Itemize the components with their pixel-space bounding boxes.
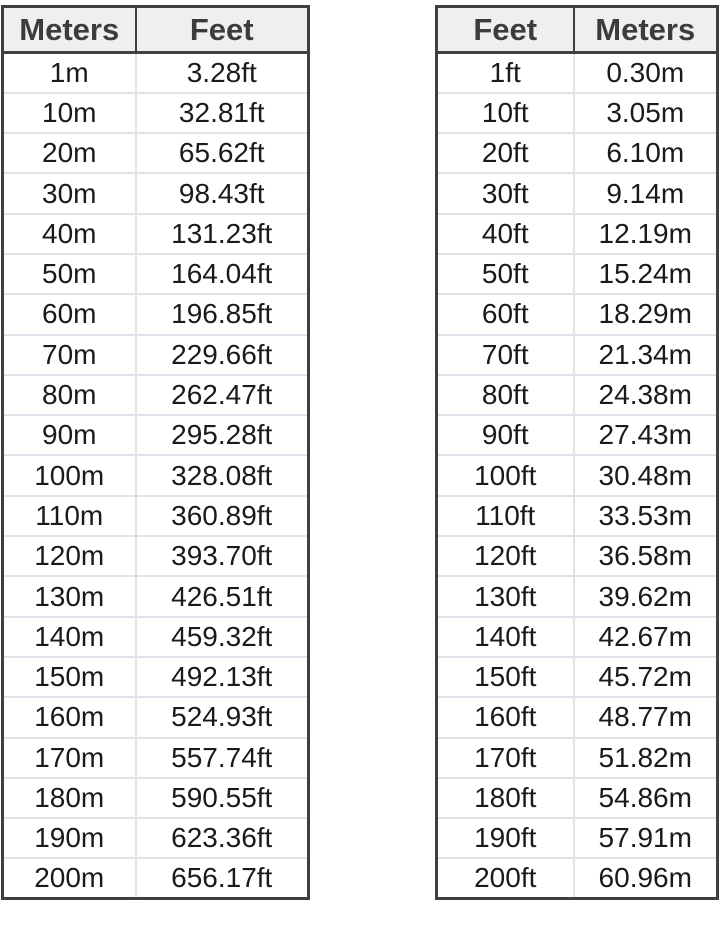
feet-to-meters-table xyxy=(435,5,719,900)
table-row xyxy=(3,617,309,657)
table-cell: 45.72m xyxy=(574,657,718,697)
table-cell: 27.43m xyxy=(574,415,718,455)
table-cell: 360.89ft xyxy=(136,496,309,536)
table-row xyxy=(3,294,309,334)
table-cell: 1ft xyxy=(437,53,574,93)
table-cell: 426.51ft xyxy=(136,576,309,616)
table-row xyxy=(3,496,309,536)
table-cell: 51.82m xyxy=(574,738,718,778)
table-cell: 120m xyxy=(3,536,136,576)
table-row xyxy=(437,173,718,213)
feet-to-meters-header-row xyxy=(437,7,718,53)
table-cell: 164.04ft xyxy=(136,254,309,294)
table-cell: 60ft xyxy=(437,294,574,334)
table-cell: 50ft xyxy=(437,254,574,294)
table-row xyxy=(437,455,718,495)
table-cell: 42.67m xyxy=(574,617,718,657)
table-cell: 262.47ft xyxy=(136,375,309,415)
table-cell: 190m xyxy=(3,818,136,858)
table-row xyxy=(437,415,718,455)
table-cell: 10m xyxy=(3,93,136,133)
table-cell: 150ft xyxy=(437,657,574,697)
table-cell: 160ft xyxy=(437,697,574,737)
table-cell: 190ft xyxy=(437,818,574,858)
table-row xyxy=(3,818,309,858)
table-cell: 30.48m xyxy=(574,455,718,495)
table-cell: 60m xyxy=(3,294,136,334)
table-cell: 200m xyxy=(3,858,136,898)
table-row xyxy=(3,455,309,495)
table-cell: 200ft xyxy=(437,858,574,898)
table-row xyxy=(3,53,309,93)
table-row xyxy=(437,617,718,657)
table-row xyxy=(437,697,718,737)
table-cell: 492.13ft xyxy=(136,657,309,697)
table-cell: 21.34m xyxy=(574,335,718,375)
feet-column-header: Feet xyxy=(136,7,309,53)
table-cell: 3.05m xyxy=(574,93,718,133)
table-row xyxy=(437,858,718,898)
table-cell: 170ft xyxy=(437,738,574,778)
table-row xyxy=(3,173,309,213)
table-row xyxy=(437,214,718,254)
table-cell: 170m xyxy=(3,738,136,778)
table-cell: 65.62ft xyxy=(136,133,309,173)
table-row xyxy=(437,738,718,778)
table-row xyxy=(437,93,718,133)
table-row xyxy=(3,738,309,778)
table-cell: 459.32ft xyxy=(136,617,309,657)
table-cell: 12.19m xyxy=(574,214,718,254)
table-cell: 40ft xyxy=(437,214,574,254)
table-cell: 557.74ft xyxy=(136,738,309,778)
table-cell: 15.24m xyxy=(574,254,718,294)
table-cell: 130m xyxy=(3,576,136,616)
table-cell: 328.08ft xyxy=(136,455,309,495)
table-cell: 229.66ft xyxy=(136,335,309,375)
table-row xyxy=(437,818,718,858)
table-cell: 100ft xyxy=(437,455,574,495)
table-row xyxy=(437,778,718,818)
meters-to-feet-body xyxy=(3,53,309,899)
table-row xyxy=(3,778,309,818)
table-cell: 36.58m xyxy=(574,536,718,576)
table-cell: 524.93ft xyxy=(136,697,309,737)
table-cell: 3.28ft xyxy=(136,53,309,93)
table-cell: 393.70ft xyxy=(136,536,309,576)
table-cell: 24.38m xyxy=(574,375,718,415)
table-cell: 40m xyxy=(3,214,136,254)
table-row xyxy=(3,657,309,697)
table-cell: 1m xyxy=(3,53,136,93)
meters-to-feet-table xyxy=(1,5,310,900)
table-cell: 18.29m xyxy=(574,294,718,334)
table-row xyxy=(3,536,309,576)
table-cell: 623.36ft xyxy=(136,818,309,858)
table-cell: 180ft xyxy=(437,778,574,818)
table-row xyxy=(3,576,309,616)
table-row xyxy=(437,294,718,334)
table-cell: 196.85ft xyxy=(136,294,309,334)
table-cell: 295.28ft xyxy=(136,415,309,455)
table-row xyxy=(3,697,309,737)
table-cell: 33.53m xyxy=(574,496,718,536)
table-row xyxy=(437,133,718,173)
table-cell: 80m xyxy=(3,375,136,415)
table-row xyxy=(3,375,309,415)
table-row xyxy=(437,496,718,536)
table-cell: 80ft xyxy=(437,375,574,415)
table-row xyxy=(437,375,718,415)
table-cell: 57.91m xyxy=(574,818,718,858)
table-cell: 6.10m xyxy=(574,133,718,173)
table-cell: 50m xyxy=(3,254,136,294)
table-row xyxy=(437,254,718,294)
table-row xyxy=(3,133,309,173)
table-cell: 60.96m xyxy=(574,858,718,898)
table-row xyxy=(437,657,718,697)
table-cell: 131.23ft xyxy=(136,214,309,254)
table-cell: 656.17ft xyxy=(136,858,309,898)
table-cell: 70ft xyxy=(437,335,574,375)
table-cell: 70m xyxy=(3,335,136,375)
table-cell: 32.81ft xyxy=(136,93,309,133)
table-cell: 20m xyxy=(3,133,136,173)
meters-column-header: Meters xyxy=(574,7,718,53)
table-cell: 590.55ft xyxy=(136,778,309,818)
table-row xyxy=(437,536,718,576)
table-row xyxy=(3,858,309,898)
feet-column-header: Feet xyxy=(437,7,574,53)
table-cell: 10ft xyxy=(437,93,574,133)
table-cell: 98.43ft xyxy=(136,173,309,213)
table-cell: 9.14m xyxy=(574,173,718,213)
table-row xyxy=(3,214,309,254)
table-row xyxy=(3,335,309,375)
table-cell: 120ft xyxy=(437,536,574,576)
table-row xyxy=(3,415,309,455)
table-cell: 180m xyxy=(3,778,136,818)
table-cell: 20ft xyxy=(437,133,574,173)
table-row xyxy=(3,93,309,133)
table-cell: 90ft xyxy=(437,415,574,455)
table-cell: 100m xyxy=(3,455,136,495)
table-cell: 110ft xyxy=(437,496,574,536)
table-cell: 130ft xyxy=(437,576,574,616)
table-cell: 48.77m xyxy=(574,697,718,737)
table-cell: 160m xyxy=(3,697,136,737)
table-cell: 54.86m xyxy=(574,778,718,818)
feet-to-meters-body xyxy=(437,53,718,899)
table-cell: 90m xyxy=(3,415,136,455)
table-row xyxy=(3,254,309,294)
meters-to-feet-header-row xyxy=(3,7,309,53)
meters-column-header: Meters xyxy=(3,7,136,53)
table-cell: 140ft xyxy=(437,617,574,657)
table-cell: 150m xyxy=(3,657,136,697)
table-row xyxy=(437,53,718,93)
table-cell: 30m xyxy=(3,173,136,213)
table-row xyxy=(437,335,718,375)
table-cell: 110m xyxy=(3,496,136,536)
table-cell: 30ft xyxy=(437,173,574,213)
table-cell: 140m xyxy=(3,617,136,657)
table-cell: 0.30m xyxy=(574,53,718,93)
table-row xyxy=(437,576,718,616)
table-cell: 39.62m xyxy=(574,576,718,616)
